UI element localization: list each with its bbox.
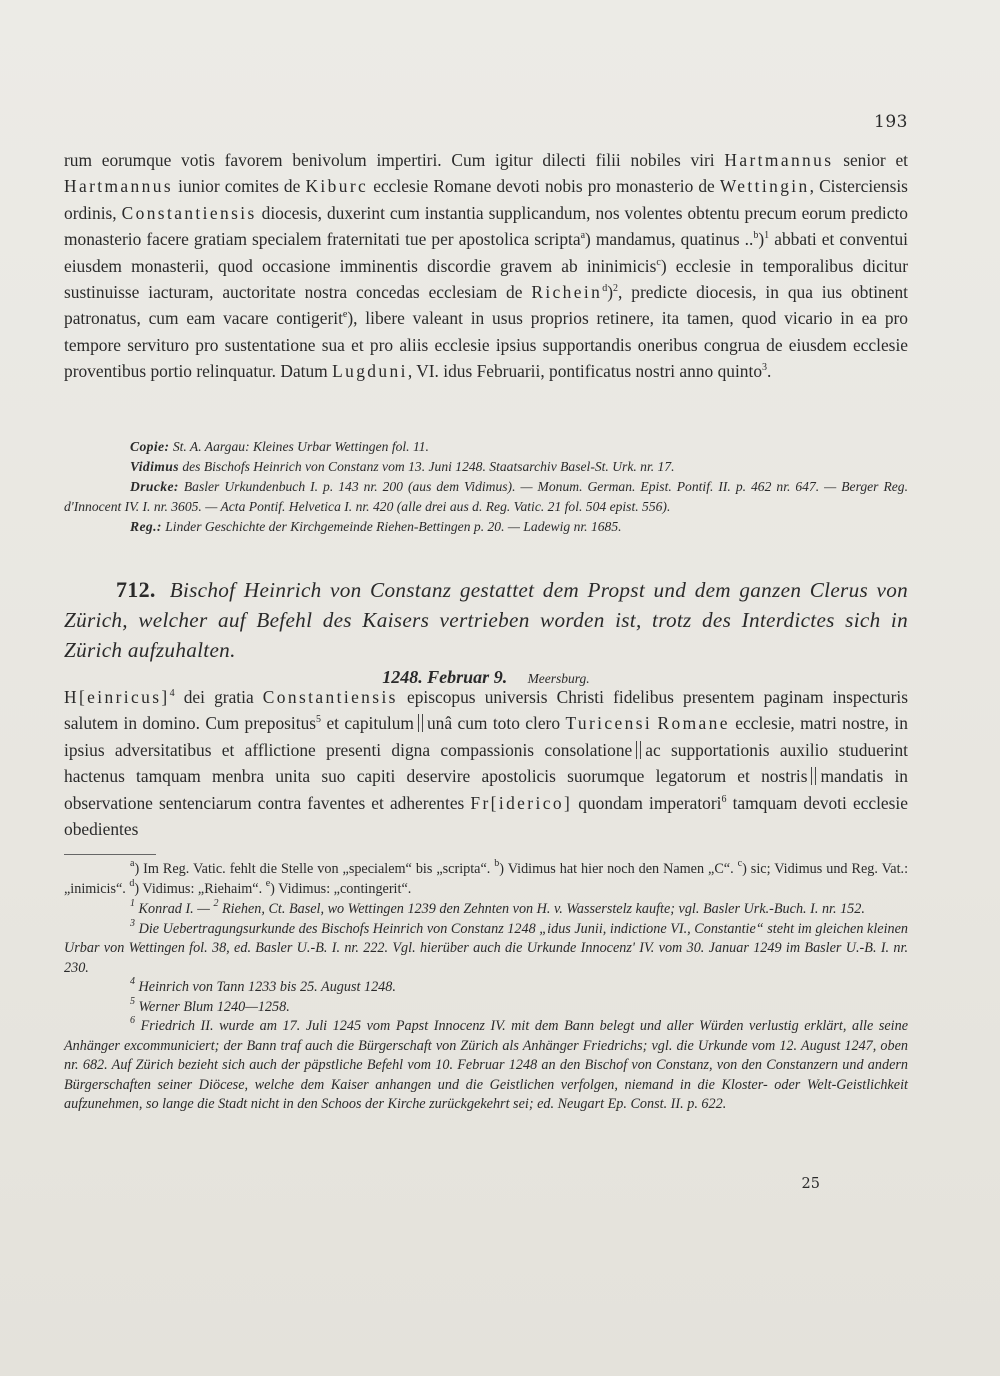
text-segment: . — [767, 361, 772, 382]
spaced-name: Richein — [531, 282, 603, 303]
vidimus-label: Vidimus — [130, 459, 179, 474]
text-segment: abbati et conventui eiusdem monasterii, quod occasione imminentis discordie gravem ab ininimicis — [64, 229, 908, 276]
text-segment: unâ cum toto clero — [426, 713, 561, 734]
entry-title: Bischof Heinrich von Constanz gestattet dem Propst und dem ganzen Clerus von Zürich, welcher auf Befehl des Kaisers vertrieben worden ist, trotz des Interdictes sich in Zürich aufzuhalten. — [64, 578, 908, 662]
text-segment: ) — [607, 282, 614, 303]
signature-mark: 25 — [801, 1176, 820, 1192]
note-text: ) Vidimus: „contingerit“. — [270, 880, 412, 897]
footnote-ref: d — [602, 283, 608, 295]
note-mark: 6 — [130, 1015, 135, 1026]
copie-text: St. A. Aargau: Kleines Urbar Wettingen fol. 11. — [172, 439, 429, 454]
footnote-ref: 4 — [169, 688, 175, 699]
drucke-text: Basler Urkundenbuch I. p. 143 nr. 200 (aus dem Vidimus). — Monum. German. Epist. Pontif. II. p. 462 nr. 647. — Berger Reg. d'Innocent IV. I. nr. 3605. — Acta Pontif. Helvetica I. nr. 420 (alle drei aus d. Reg. Vatic. 21 fol. 504 epist. 556). — [64, 479, 908, 514]
text-segment: ac supportationis auxilio studuerint hactenus tamquam menbra unita suo capiti deservire apostolicis suorumque legatorum et nostris — [64, 739, 908, 787]
footnote-ref: 2 — [613, 283, 619, 295]
text-segment: ) mandamus, quatinus .. — [585, 229, 754, 250]
text-segment: , Cisterciensis ordinis, — [64, 176, 908, 223]
entry-number: 712. — [116, 577, 156, 602]
note-mark: b — [494, 858, 500, 869]
spaced-name: Hartmannus — [64, 176, 174, 197]
text-segment: ), libere valeant in usus proprios retinere, ita tamen, quod vicario in ea pro tempore servituro pro sustentatione sua et pro aliis ecclesie ipsius supportandis oneribus congrua de eiusdem ecclesie proventibus portio relinquatur. Datum — [64, 308, 908, 382]
line-break-mark — [418, 714, 423, 732]
footnote-4 — [64, 978, 908, 998]
note-mark: 2 — [213, 898, 219, 909]
entry-year: 1248. — [382, 667, 423, 687]
text-segment: diocesis, duxerint cum instantia supplicandum, nos volentes obtentu precum eorum predicto monasterio facere gratiam specialem fraternitati tue per apostolica scripta — [64, 202, 908, 250]
vidimus-line — [64, 457, 908, 477]
note-text: Konrad I. — — [138, 901, 210, 917]
spaced-name: H[einricus] — [64, 687, 170, 707]
text-segment: et capitulum — [326, 713, 414, 734]
spaced-name: Romane — [657, 713, 730, 734]
note-text: ) Vidimus: „Riehaim“. — [134, 880, 263, 897]
text-segment: ecclesie, matri nostre, in ipsius adversitatibus et afflictione presenti digna compassionis consolatione — [64, 713, 908, 760]
text-segment: , VI. idus Februarii, pontificatus nostri anno quinto — [407, 361, 763, 382]
note-mark: 3 — [130, 917, 135, 929]
spaced-name: Turicensi — [565, 713, 653, 734]
spaced-name: Hartmannus — [724, 150, 834, 170]
text-segment: quondam imperatori — [578, 792, 722, 813]
note-text: ) Vidimus hat hier noch den Namen „C“. — [499, 861, 734, 877]
note-text: Friedrich II. wurde am 17. Juli 1245 vom Papst Innocenz IV. mit dem Bann belegt und aller Würden verlustig erklärt, alle seine Anhänger excommuniciert; der Bann traf auch die Bürgerschaft von Zürich als Anhänger Friedrichs; vgl. die Urkunde vom 12. August 1247, oben nr. 682. Auf Zürich bezieht sich auch der päpstliche Befehl vom 10. Februar 1248 an den Bischof von Constanz, von den Constanzern und andern Bürgerschaften seiner Diöcese, welche dem Kaiser anhangen und die Geistlichen verfolgen, niemand in die Kloster- oder Welt-Geistlichkeit aufzunehmen, so lange die Stadt nicht in den Schoos der Kirche zurückgekehrt sei; ed. Neugart Ep. Const. II. p. 622. — [64, 1018, 908, 1112]
note-mark: d — [129, 877, 135, 889]
footnote-letters — [64, 860, 908, 899]
note-text: ) Im Reg. Vatic. fehlt die Stelle von „specialem“ bis „scripta“. — [134, 861, 491, 877]
text-segment: tamquam devoti ecclesie obedientes — [64, 792, 908, 840]
line-break-mark — [636, 741, 641, 759]
note-mark: c — [737, 858, 743, 869]
source-apparatus — [64, 437, 908, 537]
spaced-name: Wettingin — [719, 176, 810, 197]
text-segment: episcopus universis Christi fidelibus presentem paginam inspecturis salutem in domino. Cum prepositus — [64, 687, 908, 734]
entry-place: Meersburg. — [527, 671, 590, 686]
reg-line — [64, 517, 908, 537]
text-segment: mandatis in observatione sentenciarum contra faventes et adherentes — [64, 766, 908, 813]
reg-label: Reg.: — [130, 519, 162, 534]
footnote-3 — [64, 917, 908, 979]
text-segment: ecclesie Romane devoti nobis pro monasterio de — [373, 176, 715, 197]
text-segment: dei gratia — [183, 687, 254, 707]
text-segment: ) ecclesie in temporalibus dicitur sustinuisse iacturam, auctoritate nostra concedas ecclesiam de — [64, 255, 908, 303]
footnote-ref: 5 — [316, 714, 322, 726]
text-segment: ) — [758, 229, 765, 250]
drucke-line — [64, 477, 908, 517]
note-mark: a — [130, 858, 135, 869]
reg-text: Linder Geschichte der Kirchgemeinde Riehen-Bettingen p. 20. — Ladewig nr. 1685. — [165, 519, 622, 534]
footnote-1-2 — [64, 900, 908, 920]
footnote-6 — [64, 1017, 908, 1115]
footnote-ref: 3 — [762, 362, 768, 374]
spaced-name: Fr[iderico] — [470, 792, 573, 813]
text-segment: , predicte diocesis, in qua ius obtinent patronatus, cum eam vacare contigerit — [64, 282, 908, 329]
spaced-name: Kiburc — [305, 176, 369, 197]
text-segment: iunior comites de — [178, 176, 301, 197]
line-break-mark — [811, 767, 816, 785]
footnote-ref: 1 — [764, 230, 770, 242]
page-number: 193 — [874, 112, 908, 132]
note-mark: 1 — [130, 898, 135, 909]
drucke-label: Drucke: — [130, 479, 179, 494]
note-text: Heinrich von Tann 1233 bis 25. August 1248. — [138, 979, 396, 995]
footnote-divider — [64, 854, 156, 855]
document-text — [64, 684, 908, 842]
entry-heading — [64, 575, 908, 665]
footnote-ref: c — [656, 256, 661, 268]
note-text: Riehen, Ct. Basel, wo Wettingen 1239 den Zehnten von H. v. Wasserstelz kaufte; vgl. Basler Urk.-Buch. I. nr. 152. — [221, 901, 865, 917]
footnote-ref: 6 — [721, 793, 727, 805]
footnote-ref: e — [342, 309, 348, 321]
note-mark: e — [265, 877, 271, 889]
note-text: Werner Blum 1240—1258. — [138, 998, 290, 1015]
note-mark: 5 — [130, 995, 135, 1007]
spaced-name: Constantiensis — [262, 687, 398, 707]
copie-line — [64, 437, 908, 457]
footnote-ref: b — [753, 230, 759, 242]
note-mark: 4 — [130, 976, 135, 987]
footnote-5 — [64, 995, 908, 1018]
copie-label: Copie: — [130, 439, 170, 454]
spaced-name: Lugduni — [332, 361, 408, 382]
note-text: ) sic; Vidimus und Reg. Vat.: „inimicis“. — [64, 861, 909, 897]
charter-text — [64, 147, 908, 385]
spaced-name: Constantiensis — [121, 202, 257, 223]
footnote-ref: a — [580, 230, 586, 242]
text-segment: senior et — [843, 150, 908, 170]
letter-footnotes — [64, 860, 908, 899]
note-text: Die Uebertragungsurkunde des Bischofs Heinrich von Constanz 1248 „idus Junii, indictione VI., Constantie“ steht im gleichen kleinen Urbar von Wettingen fol. 38, ed. Basler U.-B. I. nr. 222. Vgl. hierüber auch die Urkunde Innocenz' IV. vom 30. Januar 1249 im Basler U.-B. I. nr. 230. — [64, 920, 908, 976]
numbered-footnotes — [64, 900, 908, 1115]
entry-date: Februar 9. — [427, 667, 508, 687]
text-segment: rum eorumque votis favorem benivolum impertiri. Cum igitur dilecti filii nobiles viri — [64, 150, 715, 170]
vidimus-text: des Bischofs Heinrich von Constanz vom 13. Juni 1248. Staatsarchiv Basel-St. Urk. nr. 17. — [182, 459, 675, 474]
